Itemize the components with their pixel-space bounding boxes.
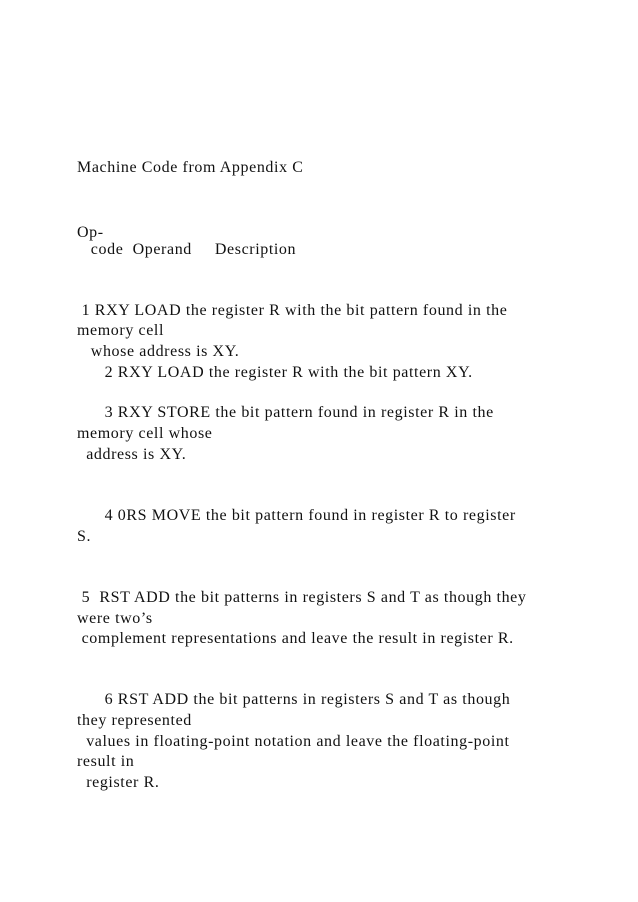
instruction-3-line-2: memory cell whose	[77, 425, 213, 442]
instruction-6-line-3: values in floating-point notation and leave the floating-point	[77, 733, 510, 750]
instruction-3-line-3: address is XY.	[77, 446, 187, 463]
instruction-3-line-1: 3 RXY STORE the bit pattern found in register R in the	[77, 404, 494, 421]
instruction-5-line-1: 5 RST ADD the bit patterns in registers S and T as though they	[77, 589, 527, 606]
instruction-6-line-1: 6 RST ADD the bit patterns in registers S and T as though	[77, 691, 511, 708]
instruction-4-line-1: 4 0RS MOVE the bit pattern found in register R to register	[77, 507, 516, 524]
document-title: Machine Code from Appendix C	[77, 159, 304, 176]
instruction-1-line-1: 1 RXY LOAD the register R with the bit pattern found in the	[77, 302, 508, 319]
instruction-6-line-2: they represented	[77, 712, 192, 729]
instruction-6-line-5: register R.	[77, 774, 160, 791]
instruction-4-line-2: S.	[77, 528, 92, 545]
table-header-columns: code Operand Description	[77, 241, 297, 258]
instruction-5-line-2: were two’s	[77, 610, 153, 627]
instruction-1-line-2: memory cell	[77, 322, 165, 339]
instruction-2-line-1: 2 RXY LOAD the register R with the bit pattern XY.	[77, 364, 473, 381]
table-header-opcode-prefix: Op-	[77, 224, 104, 241]
instruction-1-line-3: whose address is XY.	[77, 343, 240, 360]
instruction-6-line-4: result in	[77, 753, 135, 770]
instruction-5-line-3: complement representations and leave the result in register R.	[77, 630, 514, 647]
